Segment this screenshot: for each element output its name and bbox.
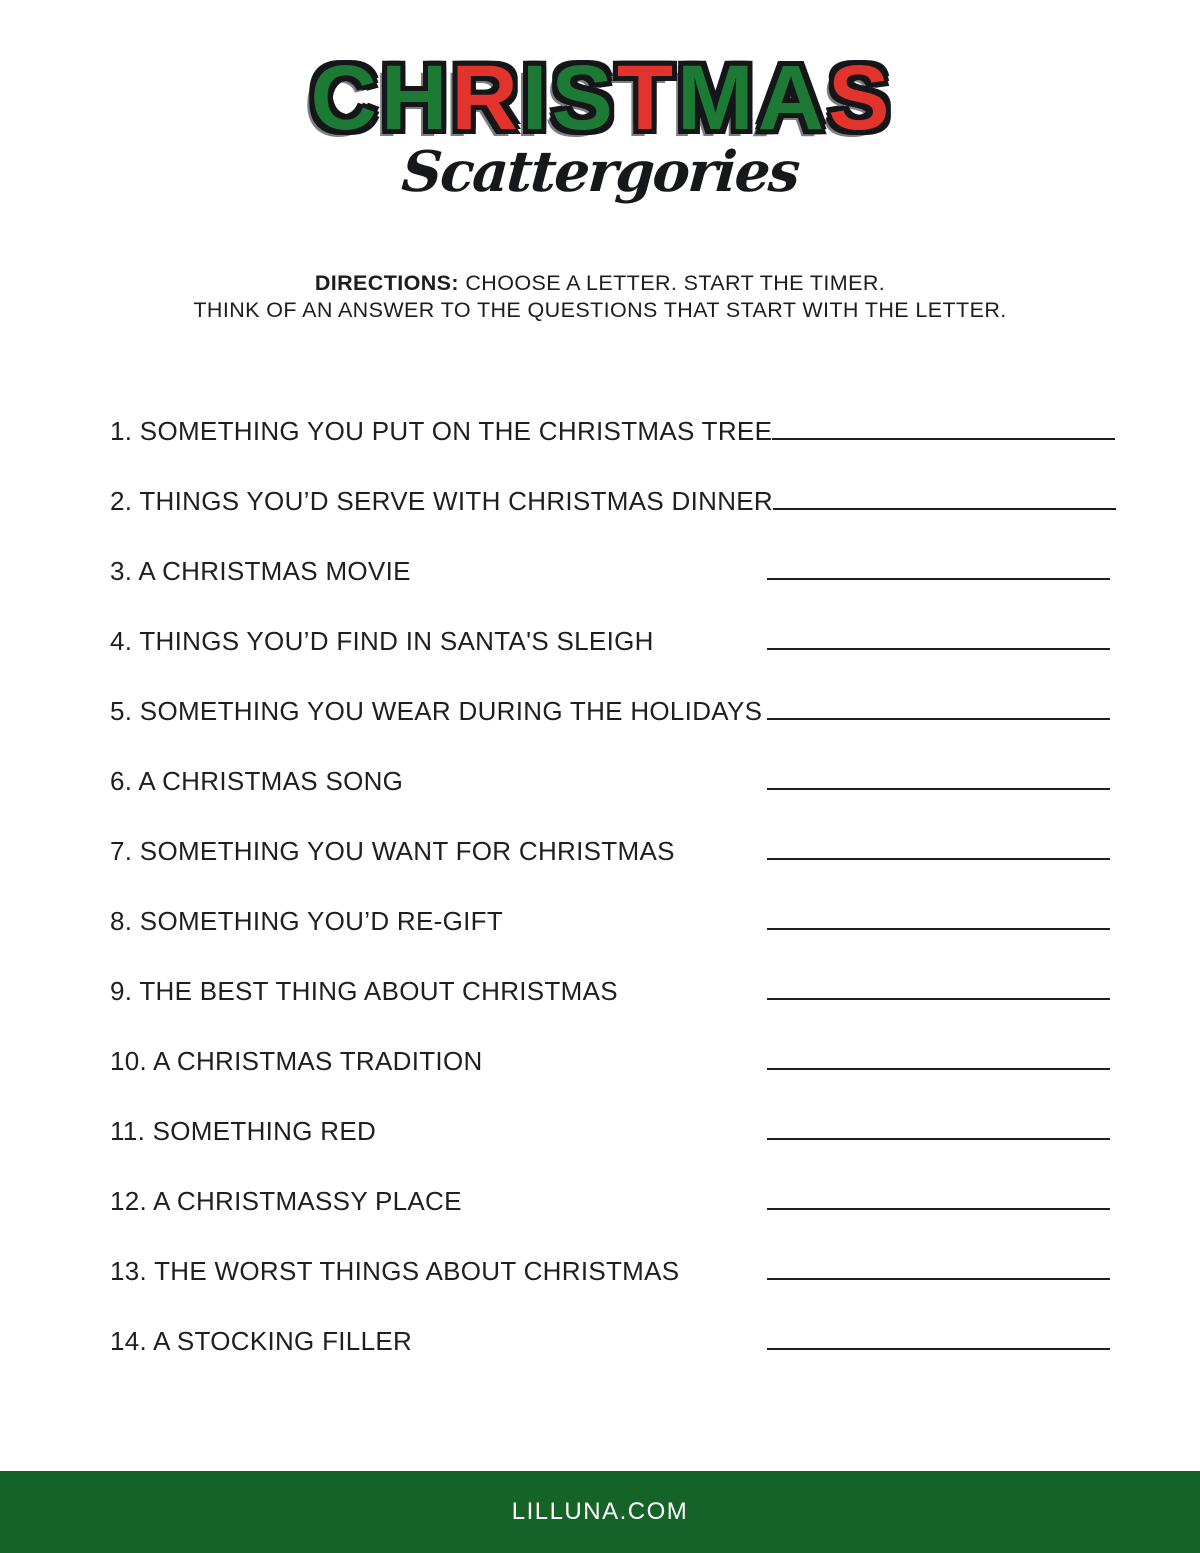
title-letter: M: [677, 47, 754, 149]
answer-blank-line: [767, 1278, 1110, 1280]
questions-list: [110, 396, 1110, 1376]
title-letter: S: [551, 47, 613, 149]
title-letter: R: [451, 47, 518, 149]
question-text: 2. THINGS YOU’D SERVE WITH CHRISTMAS DINNER: [110, 486, 773, 516]
question-text: 5. SOMETHING YOU WEAR DURING THE HOLIDAYS: [110, 696, 763, 726]
question-row: [110, 396, 1110, 466]
question-text: 3. A CHRISTMAS MOVIE: [110, 556, 411, 586]
page-title: [0, 47, 1200, 149]
answer-blank-line: [767, 998, 1110, 1000]
question-row: [110, 956, 1110, 1026]
question-row: [110, 1026, 1110, 1096]
question-text: 12. A CHRISTMASSY PLACE: [110, 1186, 462, 1216]
answer-blank-line: [773, 508, 1116, 510]
title-letter: H: [380, 47, 448, 149]
question-text: 1. SOMETHING YOU PUT ON THE CHRISTMAS TREE: [110, 416, 773, 446]
question-text: 7. SOMETHING YOU WANT FOR CHRISTMAS: [110, 836, 675, 866]
answer-blank-line: [767, 648, 1110, 650]
footer-bar: [0, 1471, 1200, 1553]
directions-line1: [0, 270, 1200, 297]
question-text: 14. A STOCKING FILLER: [110, 1326, 413, 1356]
question-text: 13. THE WORST THINGS ABOUT CHRISTMAS: [110, 1256, 680, 1286]
answer-blank-line: [767, 578, 1110, 580]
answer-blank-line: [767, 1138, 1110, 1140]
question-row: [110, 1166, 1110, 1236]
directions-line1-text: CHOOSE A LETTER. START THE TIMER.: [458, 271, 886, 295]
answer-blank-line: [772, 438, 1115, 440]
footer-site-label: LILLUNA.COM: [511, 1498, 689, 1525]
answer-blank-line: [767, 788, 1110, 790]
title-letter: A: [757, 47, 825, 149]
question-row: [110, 886, 1110, 956]
directions-label: DIRECTIONS:: [314, 271, 459, 295]
question-row: [110, 466, 1110, 536]
question-text: 6. A CHRISTMAS SONG: [110, 766, 404, 796]
question-row: [110, 536, 1110, 606]
question-row: [110, 746, 1110, 816]
question-row: [110, 816, 1110, 886]
answer-blank-line: [767, 928, 1110, 930]
answer-blank-line: [767, 1348, 1110, 1350]
directions-line2: THINK OF AN ANSWER TO THE QUESTIONS THAT START WITH THE LETTER.: [193, 297, 1007, 322]
answer-blank-line: [767, 858, 1110, 860]
title-letter: C: [310, 47, 377, 149]
question-text: 8. SOMETHING YOU’D RE-GIFT: [110, 906, 504, 936]
question-text: 9. THE BEST THING ABOUT CHRISTMAS: [110, 976, 618, 1006]
question-row: [110, 1096, 1110, 1166]
question-text: 10. A CHRISTMAS TRADITION: [110, 1046, 483, 1076]
answer-blank-line: [767, 1068, 1110, 1070]
question-text: 4. THINGS YOU’D FIND IN SANTA'S SLEIGH: [110, 626, 654, 656]
question-row: [110, 1236, 1110, 1306]
question-row: [110, 1306, 1110, 1376]
title-letter: I: [521, 47, 548, 149]
directions-block: [0, 270, 1200, 323]
question-text: 11. SOMETHING RED: [110, 1116, 377, 1146]
title-letter: S: [828, 47, 890, 149]
page-subtitle: Scattergories: [399, 139, 801, 205]
question-row: [110, 606, 1110, 676]
title-letter: T: [616, 47, 674, 149]
question-row: [110, 676, 1110, 746]
answer-blank-line: [767, 718, 1110, 720]
answer-blank-line: [767, 1208, 1110, 1210]
